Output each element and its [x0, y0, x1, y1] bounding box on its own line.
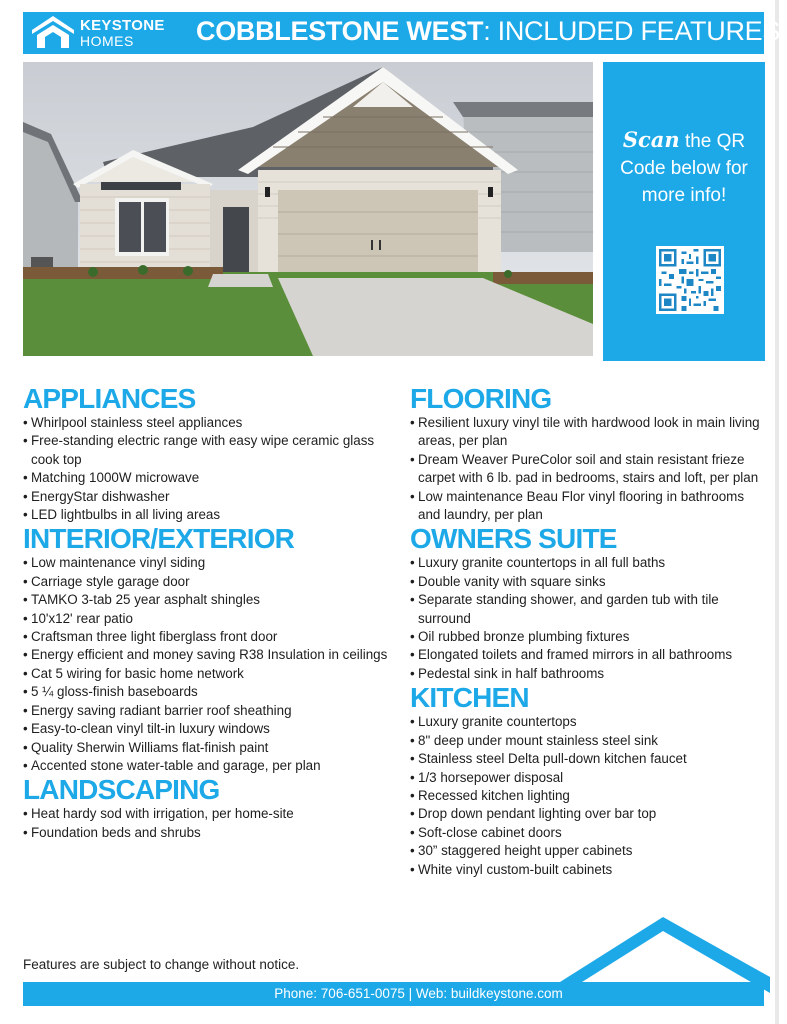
list-item: • Resilient luxury vinyl tile with hardwood look in main living areas, per plan [410, 414, 770, 451]
list-item: • Recessed kitchen lighting [410, 787, 770, 805]
section-title-interior-exterior: INTERIOR/EXTERIOR [23, 523, 295, 555]
qr-caption-line1: the QR [679, 131, 746, 152]
list-item: • Luxury granite countertops in all full baths [410, 554, 770, 572]
list-item: • 10'x12' rear patio [23, 610, 403, 628]
section-title-kitchen: KITCHEN [410, 682, 529, 714]
list-item: • EnergyStar dishwasher [23, 488, 403, 506]
list-item: • 30” staggered height upper cabinets [410, 842, 770, 860]
list-item: • Oil rubbed bronze plumbing fixtures [410, 628, 770, 646]
list-item: • Stainless steel Delta pull-down kitchen faucet [410, 750, 770, 768]
section-title-landscaping: LANDSCAPING [23, 774, 220, 806]
list-item: • TAMKO 3-tab 25 year asphalt shingles [23, 591, 403, 609]
list-item: • Soft-close cabinet doors [410, 824, 770, 842]
qr-code-icon[interactable] [656, 246, 724, 314]
disclaimer-note: Features are subject to change without notice. [23, 957, 300, 972]
list-item: • Pedestal sink in half bathrooms [410, 665, 770, 683]
interior-exterior-list [23, 554, 403, 775]
list-item: • Separate standing shower, and garden tub with tile surround [410, 591, 770, 628]
list-item: • Elongated toilets and framed mirrors in all bathrooms [410, 646, 770, 664]
list-item: • Whirlpool stainless steel appliances [23, 414, 403, 432]
list-item: • Energy efficient and money saving R38 Insulation in ceilings [23, 646, 403, 664]
list-item: • 8" deep under mount stainless steel sink [410, 732, 770, 750]
list-item: • LED lightbulbs in all living areas [23, 506, 403, 524]
logo-name-line1: KEYSTONE [80, 17, 165, 34]
list-item: • 5 ¼ gloss-finish baseboards [23, 683, 403, 701]
list-item: • Easy-to-clean vinyl tilt-in luxury windows [23, 720, 403, 738]
list-item: • Double vanity with square sinks [410, 573, 770, 591]
section-title-appliances: APPLIANCES [23, 383, 196, 414]
flooring-list [410, 414, 770, 524]
list-item: • Drop down pendant lighting over bar top [410, 805, 770, 823]
owners-suite-list [410, 554, 770, 683]
qr-caption [603, 126, 765, 209]
list-item: • Low maintenance Beau Flor vinyl flooring in bathrooms and laundry, per plan [410, 488, 770, 525]
list-item: • Quality Sherwin Williams flat-finish paint [23, 739, 403, 757]
house-logo-icon [30, 14, 76, 50]
list-item: • Cat 5 wiring for basic home network [23, 665, 403, 683]
page-title [196, 16, 780, 47]
title-bold: COBBLESTONE WEST [196, 16, 484, 46]
qr-caption-line2: Code below for [620, 158, 748, 179]
roof-outline-icon [560, 915, 770, 1010]
list-item: • Luxury granite countertops [410, 713, 770, 731]
qr-panel [603, 62, 765, 361]
section-title-flooring: FLOORING [410, 383, 552, 414]
list-item: • Carriage style garage door [23, 573, 403, 591]
list-item: • Energy saving radiant barrier roof sheathing [23, 702, 403, 720]
appliances-list [23, 414, 403, 524]
list-item: • 1/3 horsepower disposal [410, 769, 770, 787]
list-item: • Dream Weaver PureColor soil and stain resistant frieze carpet with 6 lb. pad in bedrooms, stairs and loft, per plan [410, 451, 770, 488]
qr-scan-word: Scan [622, 127, 680, 152]
list-item: • Accented stone water-table and garage, per plan [23, 757, 403, 775]
logo-name-line2: HOMES [80, 33, 134, 49]
list-item: • Foundation beds and shrubs [23, 824, 403, 842]
list-item: • White vinyl custom-built cabinets [410, 861, 770, 879]
house-illustration [23, 62, 593, 356]
section-title-owners-suite: OWNERS SUITE [410, 523, 617, 555]
qr-caption-line3: more info! [641, 185, 727, 206]
keystone-logo[interactable] [30, 14, 180, 50]
features-right-column [410, 384, 770, 879]
contact-info[interactable]: Phone: 706-651-0075 | Web: buildkeystone.com [274, 986, 563, 1001]
features-left-column [23, 384, 403, 842]
list-item: • Free-standing electric range with easy wipe ceramic glass cook top [23, 432, 403, 469]
list-item: • Heat hardy sod with irrigation, per home-site [23, 805, 403, 823]
list-item: • Matching 1000W microwave [23, 469, 403, 487]
list-item: • Low maintenance vinyl siding [23, 554, 403, 572]
house-photo [23, 62, 593, 356]
list-item: • Craftsman three light fiberglass front door [23, 628, 403, 646]
title-rest: : INCLUDED FEATURES [483, 16, 781, 46]
landscaping-list [23, 805, 403, 842]
kitchen-list [410, 713, 770, 879]
